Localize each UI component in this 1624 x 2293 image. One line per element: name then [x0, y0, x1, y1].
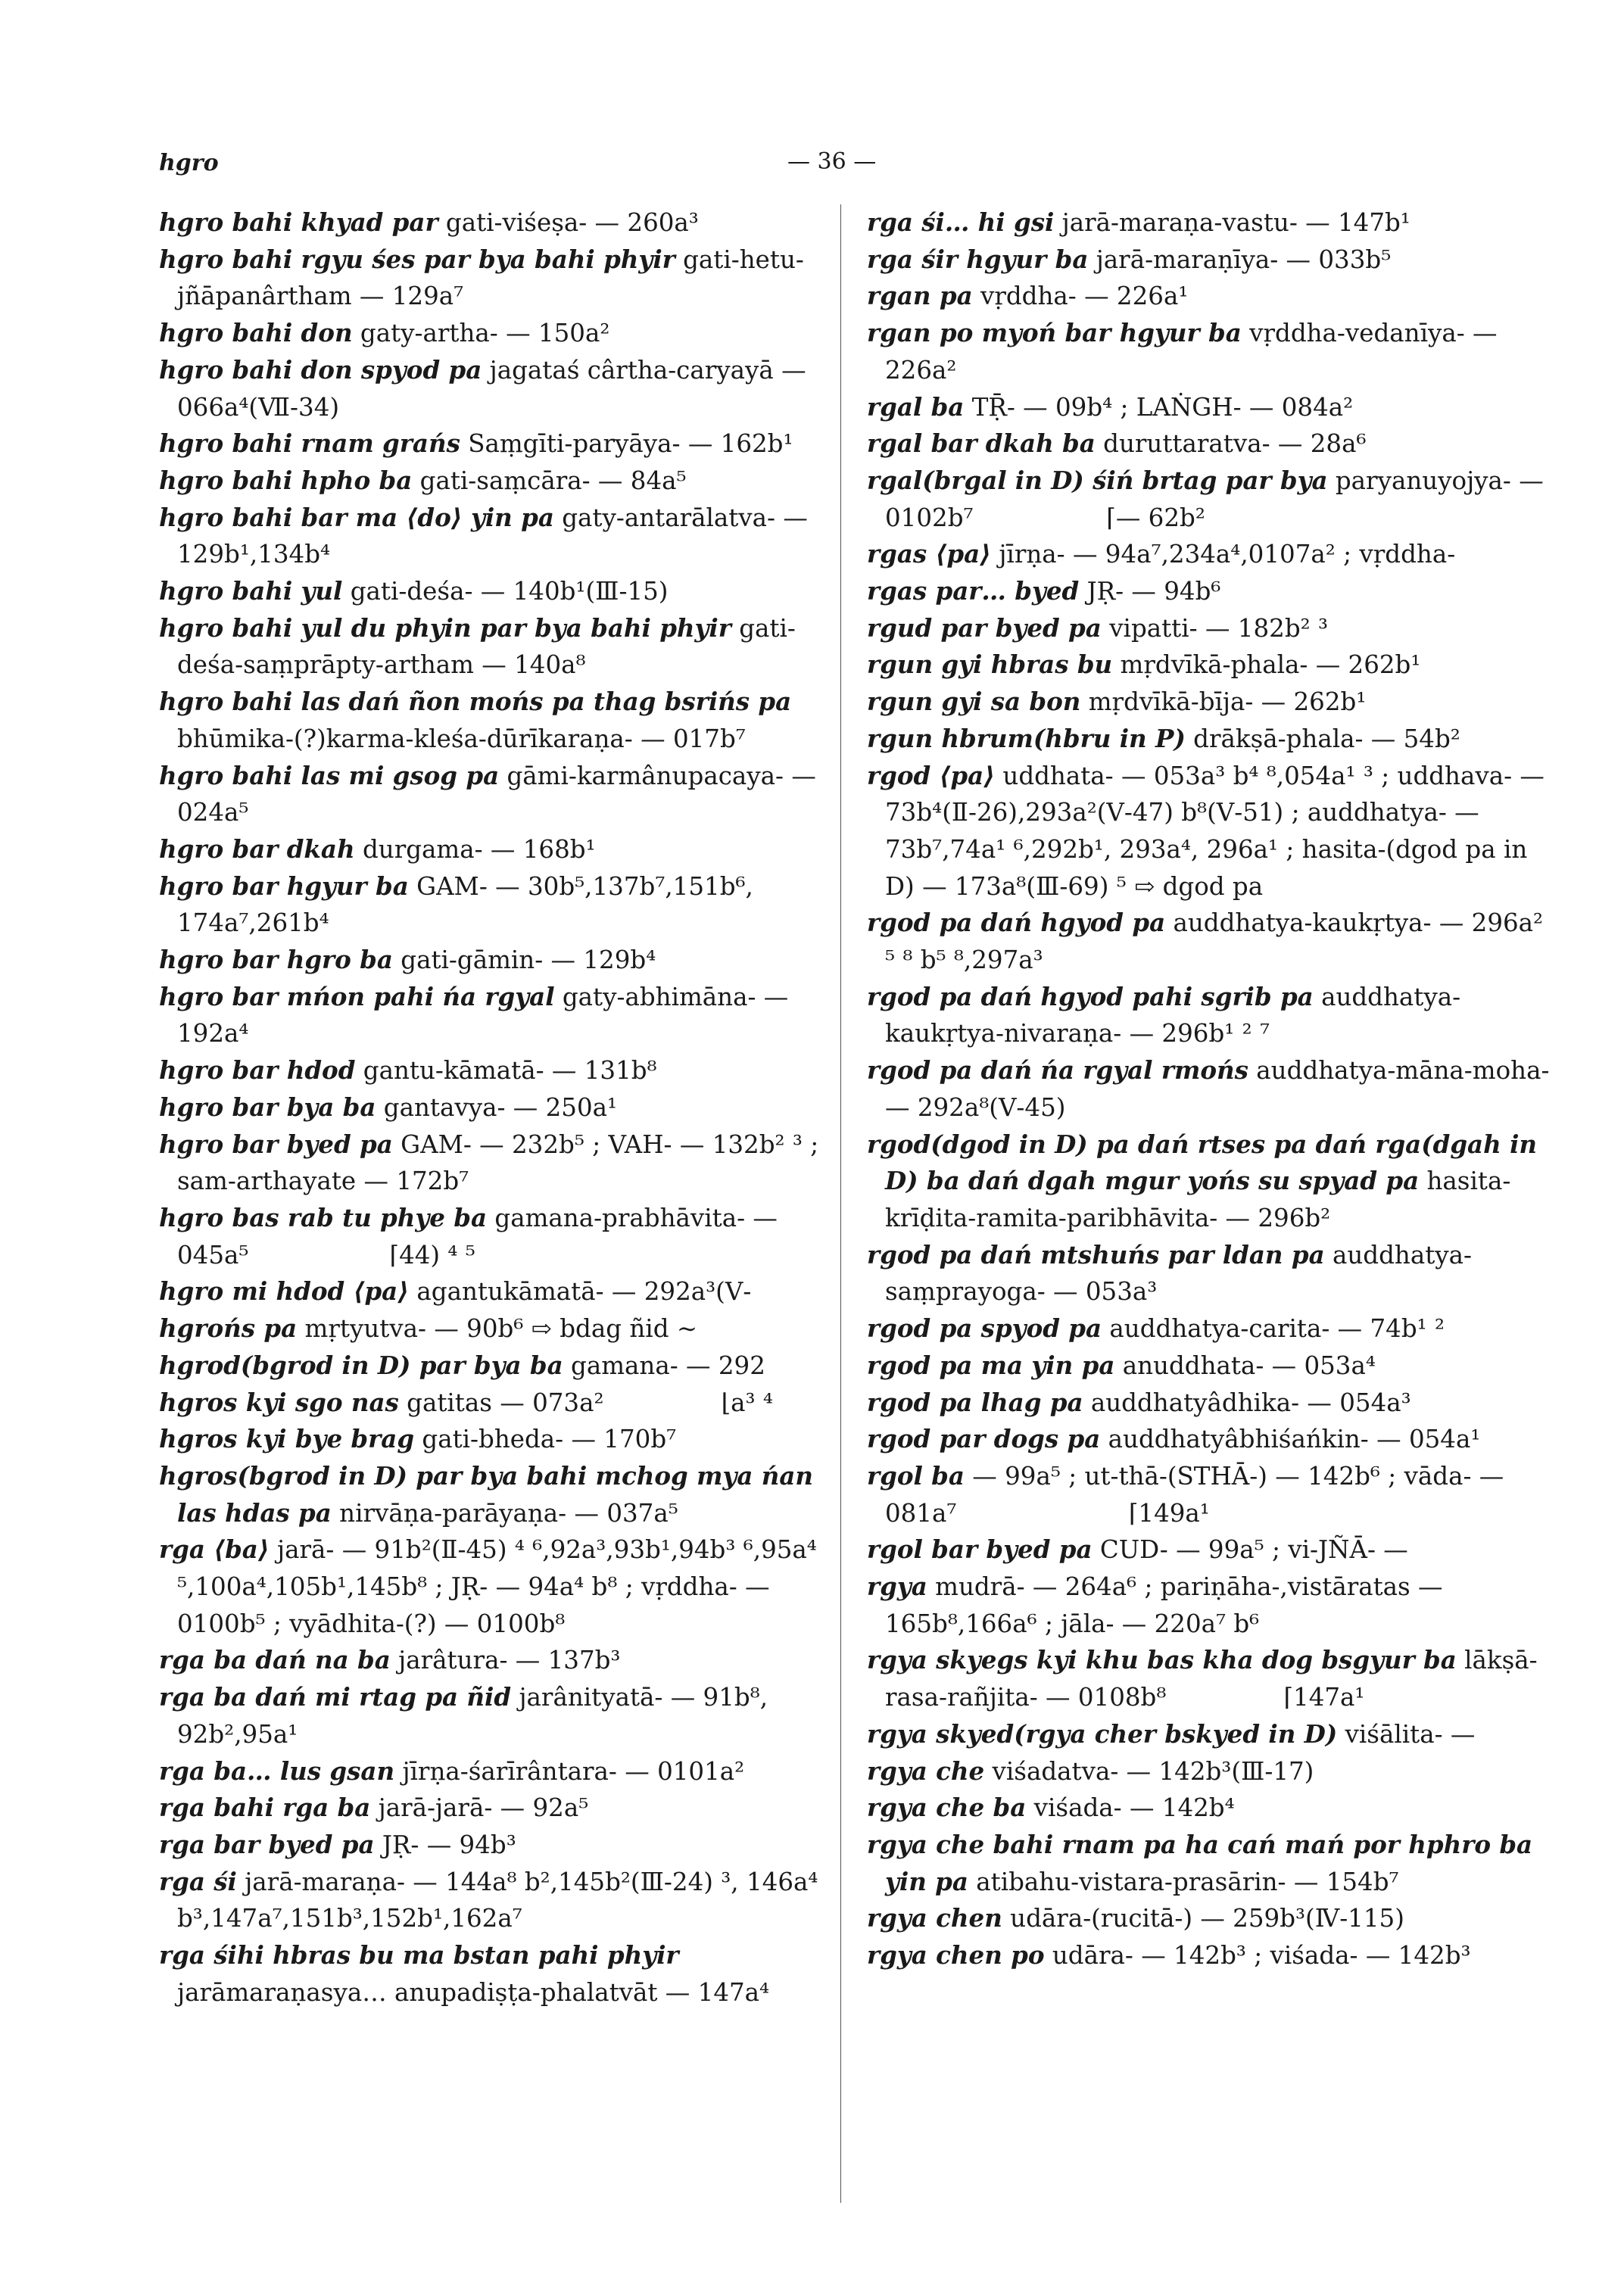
entry-definition: auddhatyâdhika- — 054a³: [1083, 1388, 1411, 1417]
dictionary-entry: [867, 684, 1552, 721]
entry-headword: hgro bar byed pa: [159, 1129, 393, 1159]
dictionary-entry: [159, 1310, 844, 1347]
entry-headword: hgro bahi rnam grańs: [159, 428, 460, 459]
entry-definition: viśada- — 142b⁴: [1026, 1793, 1235, 1823]
dictionary-entry: [159, 1753, 844, 1790]
entry-definition: jarā-maraṇa-vastu- — 147b¹: [1054, 208, 1410, 237]
entry-headword: hgro bahi rgyu śes par bya bahi phyir: [159, 244, 675, 274]
entry-headword: rgya skyegs kyi khu bas kha dog bsgyur ba: [867, 1645, 1457, 1675]
entry-headword: hgro bar hdod: [159, 1055, 356, 1086]
dictionary-entry: [159, 758, 844, 831]
entry-definition: JṚ- — 94b⁶: [1079, 577, 1221, 606]
entry-definition: jarā-maraṇa- — 144a⁸ b²,145b²(Ⅲ-24) ³, 146a⁴ b³,147a⁷,151b³,152b¹,162a⁷: [177, 1867, 826, 1933]
page-number: — 36 —: [787, 148, 877, 175]
entry-definition: gantavya- — 250a¹: [376, 1092, 618, 1122]
entry-definition: lākṣā-rasa-rañjita- — 0108b⁸ ⌈147a¹: [885, 1646, 1538, 1712]
entry-headword: rgol bar byed pa: [867, 1534, 1093, 1565]
column-divider: [840, 204, 841, 2203]
entry-definition: gati-hetu-jñāpanârtham — 129a⁷: [177, 245, 804, 311]
entry-definition: jarâtura- — 137b³: [390, 1646, 621, 1675]
dictionary-entry: [867, 646, 1552, 684]
entry-definition: mṛtyutva- — 90b⁶ ⇨ bdag ñid ∼: [297, 1314, 698, 1344]
entry-definition: gamana- — 292: [563, 1351, 765, 1380]
entry-headword: rga bar byed pa: [159, 1829, 375, 1859]
entry-headword: rga ba dań mi rtag pa ñid: [159, 1682, 512, 1712]
entry-headword: rgas ⟨pa⟩: [867, 539, 992, 569]
entry-headword: rgya: [867, 1572, 927, 1602]
entry-definition: gati-viśeṣa- — 260a³: [438, 208, 699, 237]
dictionary-entry: [159, 979, 844, 1052]
dictionary-entry: [867, 1827, 1552, 1900]
entry-definition: gatitas — 073a² ⌊a³ ⁴: [398, 1388, 773, 1417]
entry-headword: hgrońs pa: [159, 1313, 298, 1344]
entry-headword: rgya che ba: [867, 1793, 1027, 1823]
entry-headword: rga ⟨ba⟩: [159, 1534, 270, 1565]
entry-definition: auddhatya-māna-moha- — 292a⁸(Ⅴ-45): [885, 1056, 1557, 1122]
entry-definition: gāmi-karmânupacaya- — 024a⁵: [177, 761, 824, 827]
dictionary-entry: [867, 905, 1552, 978]
entry-headword: rgod(dgod in D) pa dań rtses pa dań rga(dgah in D) ba dań dgah mgur yońs su spyad pa: [867, 1129, 1538, 1196]
entry-headword: hgro bahi yul: [159, 576, 343, 606]
entry-headword: hgro bar mńon pahi ńa rgyal: [159, 981, 555, 1011]
entry-headword: rgod pa lhag pa: [867, 1387, 1083, 1417]
dictionary-entry: [867, 721, 1552, 758]
dictionary-entry: [867, 425, 1552, 463]
entry-headword: rgod par dogs pa: [867, 1424, 1101, 1454]
dictionary-entry: [867, 979, 1552, 1052]
entry-definition: gati-bheda- — 170b⁷: [414, 1425, 677, 1454]
entry-headword: rgal ba: [867, 391, 965, 422]
entry-definition: GAM- — 232b⁵ ; VAH- — 132b² ³ ; sam-arthayate — 172b⁷: [177, 1129, 827, 1196]
dictionary-entry: [159, 1679, 844, 1752]
entry-definition: gamana-prabhāvita- — 045a⁵ ⌈44) ⁴ ⁵: [177, 1203, 786, 1270]
dictionary-entry: [159, 573, 844, 610]
dictionary-entry: [159, 1458, 844, 1531]
dictionary-entry: [867, 1385, 1552, 1422]
entry-definition: Saṃgīti-paryāya- — 162b¹: [460, 429, 793, 459]
entry-headword: hgro bahi las dań ñon mońs pa thag bsrińs pa: [159, 687, 792, 717]
entry-headword: hgros kyi sgo nas: [159, 1387, 399, 1417]
dictionary-entry: [867, 1642, 1552, 1715]
entry-definition: anuddhata- — 053a⁴: [1114, 1351, 1376, 1380]
dictionary-entry: [867, 278, 1552, 315]
entry-headword: hgro bar hgro ba: [159, 945, 393, 975]
entry-definition: auddhatyâbhiśańkin- — 054a¹: [1100, 1425, 1481, 1454]
entry-definition: jarā-maraṇīya- — 033b⁵: [1088, 245, 1392, 274]
entry-definition: jagataś cârtha-caryayā — 066a⁴(Ⅶ-34): [177, 355, 814, 422]
entry-definition: jīrṇa-śarīrântara- — 0101a²: [394, 1756, 745, 1786]
entry-definition: gaty-artha- — 150a²: [352, 319, 610, 348]
dictionary-entry: [159, 868, 844, 942]
entry-headword: rgya che bahi rnam pa ha cań mań por hphro ba yin pa: [867, 1829, 1533, 1896]
entry-headword: hgro bas rab tu phye ba: [159, 1202, 488, 1232]
entry-definition: mṛdvīkā-phala- — 262b¹: [1112, 650, 1421, 680]
dictionary-entry: [159, 1126, 844, 1200]
entry-headword: hgro bahi hpho ba: [159, 465, 413, 495]
entry-definition: jarāmaraṇasya… anupadiṣṭa-phalatvāt — 147a⁴: [177, 1941, 770, 2007]
dictionary-entry: [159, 425, 844, 463]
entry-definition: gati-deśa- — 140b¹(Ⅲ-15): [342, 577, 669, 606]
entry-headword: rgud par byed pa: [867, 612, 1102, 643]
dictionary-entry: [159, 831, 844, 868]
entry-headword: rgal(brgal in D) śiń brtag par bya: [867, 465, 1328, 495]
entry-headword: rgya chen: [867, 1903, 1002, 1933]
entry-headword: hgro bahi bar ma ⟨do⟩ yin pa: [159, 502, 554, 532]
entry-headword: rgun gyi hbras bu: [867, 650, 1113, 680]
entry-definition: drākṣā-phala- — 54b²: [1185, 724, 1460, 753]
entry-headword: hgros kyi bye brag: [159, 1424, 415, 1454]
dictionary-entry: [867, 610, 1552, 647]
dictionary-entry: [867, 1347, 1552, 1385]
entry-headword: rgod pa dań hgyod pa: [867, 908, 1166, 938]
entry-definition: auddhatya-saṃprayoga- — 053a³: [885, 1240, 1473, 1307]
entry-definition: mṛdvīkā-bīja- — 262b¹: [1080, 687, 1367, 717]
dictionary-entry: [867, 1569, 1552, 1642]
left-column: [159, 204, 844, 2011]
entry-definition: jarā-jarā- — 92a⁵: [370, 1793, 589, 1823]
entry-headword: rgya skyed(rgya cher bskyed in D): [867, 1718, 1338, 1749]
entry-definition: CUD- — 99a⁵ ; vi-JÑĀ- —: [1092, 1535, 1408, 1565]
entry-headword: rgod pa spyod pa: [867, 1313, 1102, 1344]
dictionary-entry: [159, 1385, 844, 1422]
dictionary-entry: [159, 463, 844, 500]
dictionary-entry: [867, 204, 1552, 241]
entry-definition: uddhata- — 053a³ b⁴ ⁸,054a¹ ³ ; uddhava- — 73b⁴(Ⅱ-26),293a²(Ⅴ-47) b⁸(Ⅴ-51) ; auddhatya- — 73b⁷,74a¹ ⁶,292b¹, 293a⁴, 296a¹ ; hasita-(dgod pa in D) — 173a⁸(Ⅲ-69) ⁵ ⇨ dgod pa: [885, 761, 1553, 901]
entry-definition: hasita-krīḍita-ramita-paribhāvita- — 296b²: [885, 1167, 1511, 1232]
entry-definition: gaty-abhimāna- — 192a⁴: [177, 982, 796, 1048]
entry-headword: rgun hbrum(hbru in P): [867, 723, 1186, 753]
entry-headword: rga ba dań na ba: [159, 1645, 391, 1675]
dictionary-entry: [867, 315, 1552, 388]
dictionary-entry: [867, 1900, 1552, 1937]
entry-definition: bhūmika-(?)karma-kleśa-dūrīkaraṇa- — 017b⁷: [177, 687, 800, 753]
entry-headword: rgod pa dań hgyod pahi sgrib pa: [867, 981, 1314, 1011]
entry-definition: udāra- — 142b³ ; viśada- — 142b³: [1044, 1941, 1471, 1971]
dictionary-entry: [159, 315, 844, 352]
dictionary-entry: [159, 610, 844, 684]
entry-headword: rgan pa: [867, 281, 973, 311]
entry-definition: gantu-kāmatā- — 131b⁸: [355, 1056, 657, 1086]
entry-headword: hgro bahi yul du phyin par bya bahi phyir: [159, 612, 731, 643]
entry-definition: auddhatya-kaukṛtya-nivaraṇa- — 296b¹ ² ⁷: [885, 982, 1461, 1048]
entry-headword: rgas par… byed: [867, 576, 1080, 606]
dictionary-entry: [159, 1642, 844, 1679]
dictionary-entry: [159, 1421, 844, 1458]
entry-definition: auddhatya-carita- — 74b¹ ²: [1102, 1314, 1445, 1344]
dictionary-entry: [159, 942, 844, 979]
entry-headword: hgros(bgrod in D) par bya bahi mchog mya ńan las hdas pa: [159, 1460, 814, 1528]
dictionary-entry: [159, 352, 844, 425]
dictionary-entry: [159, 1827, 844, 1864]
entry-headword: rga śir hgyur ba: [867, 244, 1089, 274]
dictionary-entry: [159, 1937, 844, 2011]
entry-definition: auddhatya-kaukṛtya- — 296a² ⁵ ⁸ b⁵ ⁸,297a³: [885, 908, 1551, 975]
entry-definition: — 99a⁵ ; ut-thā-(STHĀ-) — 142b⁶ ; vāda- — 081a⁷ ⌈149a¹: [885, 1461, 1512, 1528]
dictionary-entry: [867, 1716, 1552, 1753]
entry-definition: JṚ- — 94b³: [374, 1830, 516, 1859]
entry-definition: mudrā- — 264a⁶ ; pariṇāha-,vistāratas — 165b⁸,166a⁶ ; jāla- — 220a⁷ b⁶: [885, 1572, 1451, 1638]
entry-headword: hgro bar bya ba: [159, 1092, 376, 1122]
dictionary-entry: [159, 1273, 844, 1310]
entry-headword: rgya chen po: [867, 1940, 1045, 1971]
entry-headword: rga śihi hbras bu ma bstan pahi phyir: [159, 1940, 679, 1971]
dictionary-entry: [867, 389, 1552, 426]
dictionary-entry: [867, 1937, 1552, 1974]
entry-definition: jarā- — 91b²(Ⅱ-45) ⁴ ⁶,92a³,93b¹,94b³ ⁶,95a⁴ ⁵,100a⁴,105b¹,145b⁸ ; JṚ- — 94a⁴ b⁸ ; vṛddha- — 0100b⁵ ; vyādhita-(?) — 0100b⁸: [177, 1535, 825, 1638]
dictionary-entry: [867, 1310, 1552, 1347]
entry-definition: udāra-(rucitā-) — 259b³(Ⅳ-115): [1002, 1904, 1404, 1933]
entry-headword: hgro bar hgyur ba: [159, 871, 409, 901]
entry-headword: rgod ⟨pa⟩: [867, 760, 996, 790]
dictionary-entry: [867, 1790, 1552, 1827]
dictionary-entry: [867, 573, 1552, 610]
dictionary-entry: [867, 1052, 1557, 1126]
dictionary-entry: [867, 241, 1552, 279]
entry-headword: hgro bahi khyad par: [159, 207, 438, 237]
entry-headword: rga śi… hi gsi: [867, 207, 1055, 237]
dictionary-entry: [159, 1531, 844, 1642]
entry-definition: GAM- — 30b⁵,137b⁷,151b⁶, 174a⁷,261b⁴: [177, 871, 762, 938]
dictionary-entry: [867, 1126, 1552, 1237]
entry-definition: durgama- — 168b¹: [354, 834, 596, 864]
dictionary-entry: [867, 1753, 1552, 1790]
dictionary-entry: [867, 1458, 1552, 1531]
entry-headword: hgro bahi don: [159, 318, 353, 348]
entry-definition: agantukāmatā- — 292a³(Ⅴ-: [409, 1277, 752, 1307]
dictionary-entry: [867, 758, 1552, 905]
dictionary-entry: [159, 241, 844, 315]
entry-headword: rgun gyi sa bon: [867, 687, 1081, 717]
dictionary-entry: [159, 1347, 844, 1385]
entry-definition: TṜ- — 09b⁴ ; LAṄGH- — 084a²: [964, 392, 1354, 422]
entry-headword: rga bahi rga ba: [159, 1793, 371, 1823]
entry-headword: rga śi: [159, 1866, 237, 1896]
dictionary-entry: [159, 1052, 844, 1089]
entry-headword: hgrod(bgrod in D) par bya ba: [159, 1350, 563, 1380]
dictionary-entry: [159, 1790, 844, 1827]
dictionary-entry: [159, 1864, 844, 1937]
entry-headword: hgro mi hdod ⟨pa⟩: [159, 1276, 410, 1307]
entry-definition: nirvāṇa-parāyaṇa- — 037a⁵: [331, 1498, 678, 1528]
entry-definition: paryanuyojya- — 0102b⁷ ⌈— 62b²: [885, 466, 1552, 532]
dictionary-entry: [159, 1089, 844, 1126]
right-column: [867, 204, 1557, 1974]
entry-headword: rgal bar dkah ba: [867, 428, 1096, 459]
dictionary-entry: [159, 1200, 844, 1273]
entry-definition: duruttaratva- — 28a⁶: [1095, 429, 1367, 459]
entry-headword: hgro bar dkah: [159, 833, 355, 864]
entry-definition: atibahu-vistara-prasārin- — 154b⁷: [968, 1867, 1399, 1896]
dictionary-entry: [867, 463, 1552, 536]
dictionary-entry: [159, 684, 844, 757]
entry-headword: rgya che: [867, 1756, 985, 1786]
entry-headword: hgro bahi las mi gsog pa: [159, 760, 500, 790]
entry-definition: vṛddha- — 226a¹: [972, 282, 1189, 311]
entry-definition: viśālita- —: [1337, 1719, 1476, 1749]
entry-definition: jīrṇa- — 94a⁷,234a⁴,0107a² ; vṛddha-: [991, 540, 1456, 569]
entry-headword: rgod pa dań ńa rgyal rmońs: [867, 1055, 1248, 1086]
dictionary-entry: [867, 1237, 1552, 1310]
entry-headword: rgod pa ma yin pa: [867, 1350, 1115, 1380]
entry-headword: hgro bahi don spyod pa: [159, 354, 482, 385]
dictionary-entry: [159, 500, 844, 573]
entry-definition: viśadatva- — 142b³(Ⅲ-17): [984, 1756, 1314, 1786]
dictionary-entry: [159, 204, 844, 241]
entry-headword: rgan po myoń bar hgyur ba: [867, 318, 1242, 348]
entry-headword: rgod pa dań mtshuńs par ldan pa: [867, 1239, 1325, 1270]
running-headword: hgro: [159, 150, 219, 176]
entry-definition: gati-gāmin- — 129b⁴: [392, 946, 656, 975]
entry-headword: rga ba… lus gsan: [159, 1756, 395, 1786]
entry-definition: gati-saṃcāra- — 84a⁵: [412, 466, 687, 495]
entry-definition: jarânityatā- — 91b⁸, 92b²,95a¹: [177, 1683, 776, 1749]
entry-definition: gati-deśa-saṃprāpty-artham — 140a⁸: [177, 613, 796, 680]
dictionary-entry: [867, 1531, 1552, 1569]
entry-definition: vṛddha-vedanīya- — 226a²: [885, 319, 1505, 385]
entry-headword: rgol ba: [867, 1460, 965, 1491]
entry-definition: vipatti- — 182b² ³: [1101, 613, 1329, 643]
dictionary-entry: [867, 536, 1552, 573]
dictionary-entry: [867, 1421, 1552, 1458]
entry-definition: gaty-antarālatva- — 129b¹,134b⁴: [177, 503, 816, 569]
